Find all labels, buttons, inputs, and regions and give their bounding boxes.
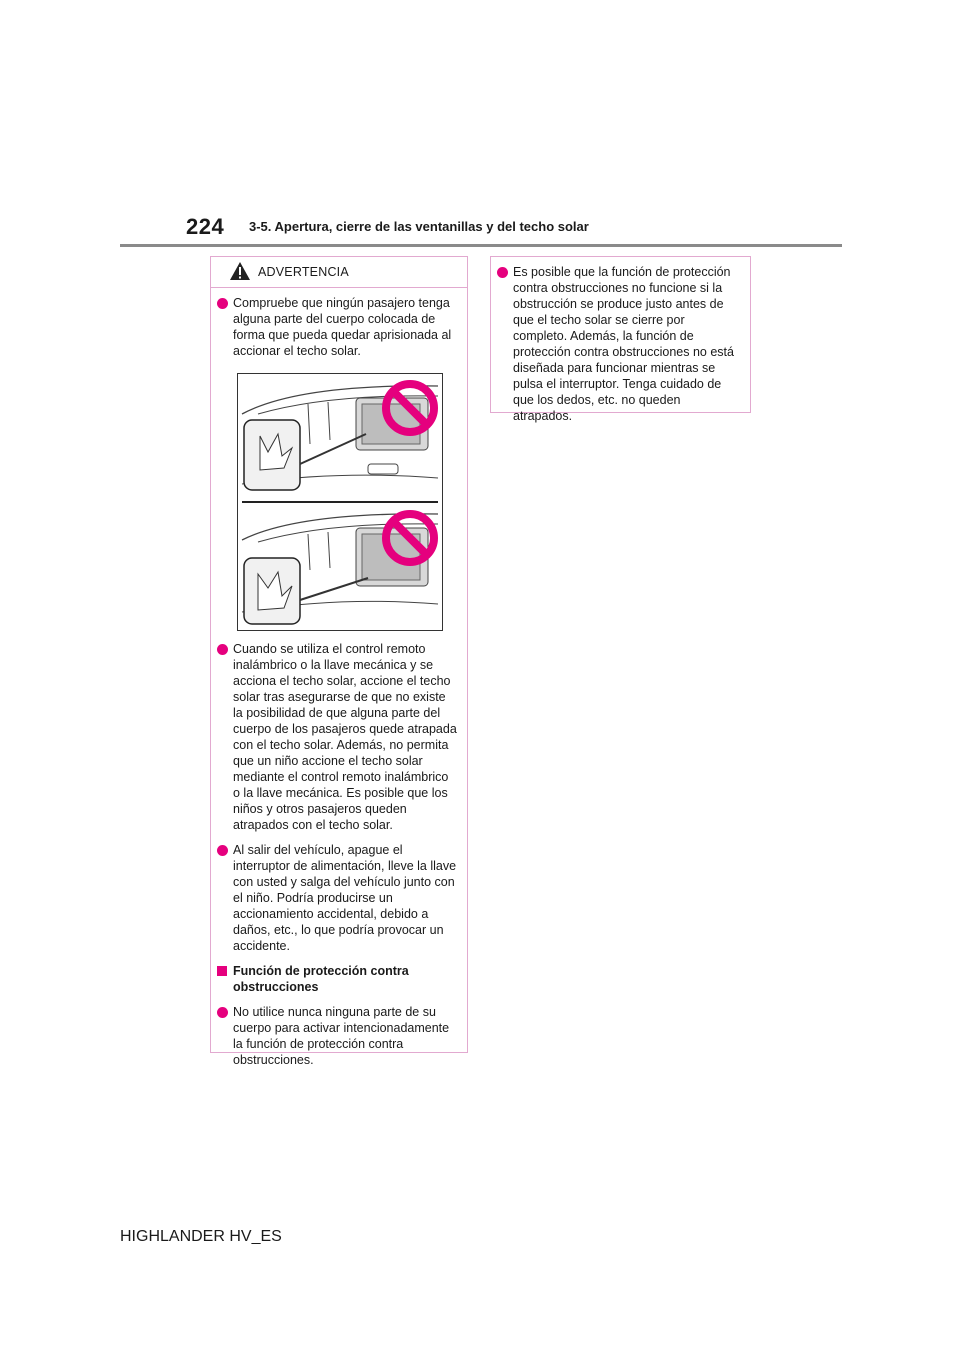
heading-text: Función de protección contra obstrucciones [233,964,409,994]
square-bullet-icon [217,966,227,976]
warning-header [211,257,467,288]
bullet-text: Cuando se utiliza el control remoto inalámbrico o la llave mecánica y se acciona el techo solar, accione el techo solar tras asegurarse de que no existe la posibilidad de que alguna parte del cuerpo de los pasajeros quede atrapada con el techo solar. Además, no permita que un niño accione el techo solar mediante el control remoto inalámbrico o la llave mecánica. Es posible que los niños y otros pasajeros queden atrapados con el techo solar. [233,642,457,832]
warning-bullet [217,295,457,359]
sunroof-hazard-illustration [238,374,442,630]
warning-continuation-box [490,256,751,423]
warning-bullet [217,641,457,833]
bullet-text: No utilice nunca ninguna parte de su cuerpo para activar intencionadamente la función de protección contra obstrucciones. [233,1005,450,1067]
bullet-dot-icon [217,644,228,655]
bullet-text: Es posible que la función de protección contra obstrucciones no funcione si la obstrucción se produce justo antes de que el techo solar se cierre por completo. Además, la función de protección contra obstrucciones no está diseñada para funcionar mientras se pulsa el interruptor. Tenga cuidado de que los dedos, etc. no queden atrapados. [513,265,734,423]
footer-model: HIGHLANDER HV_ES [120,1228,282,1245]
header-divider [120,244,842,247]
warning-triangle-icon [229,261,251,281]
bullet-text: Compruebe que ningún pasajero tenga alguna parte del cuerpo colocada de forma que pueda quedar aprisionada al accionar el techo solar. [233,296,452,358]
warning-box [210,256,468,1067]
subsection-heading [217,963,457,995]
warning-bullet [497,264,740,424]
warning-title: ADVERTENCIA [258,265,349,279]
bullet-dot-icon [217,1007,228,1018]
page-number: 224 [186,214,225,239]
bullet-text: Al salir del vehículo, apague el interruptor de alimentación, lleve la llave con usted y salga del vehículo junto con el niño. Podría producirse un accionamiento accidental, debido a daños, etc., lo que podría provocar un accidente. [233,843,457,953]
bullet-dot-icon [217,298,228,309]
bullet-dot-icon [497,267,508,278]
section-title: 3-5. Apertura, cierre de las ventanillas y del techo solar [249,219,589,234]
warning-bullet [217,842,457,954]
warning-bullet [217,1004,457,1068]
bullet-dot-icon [217,845,228,856]
sunroof-illustration [237,373,443,631]
